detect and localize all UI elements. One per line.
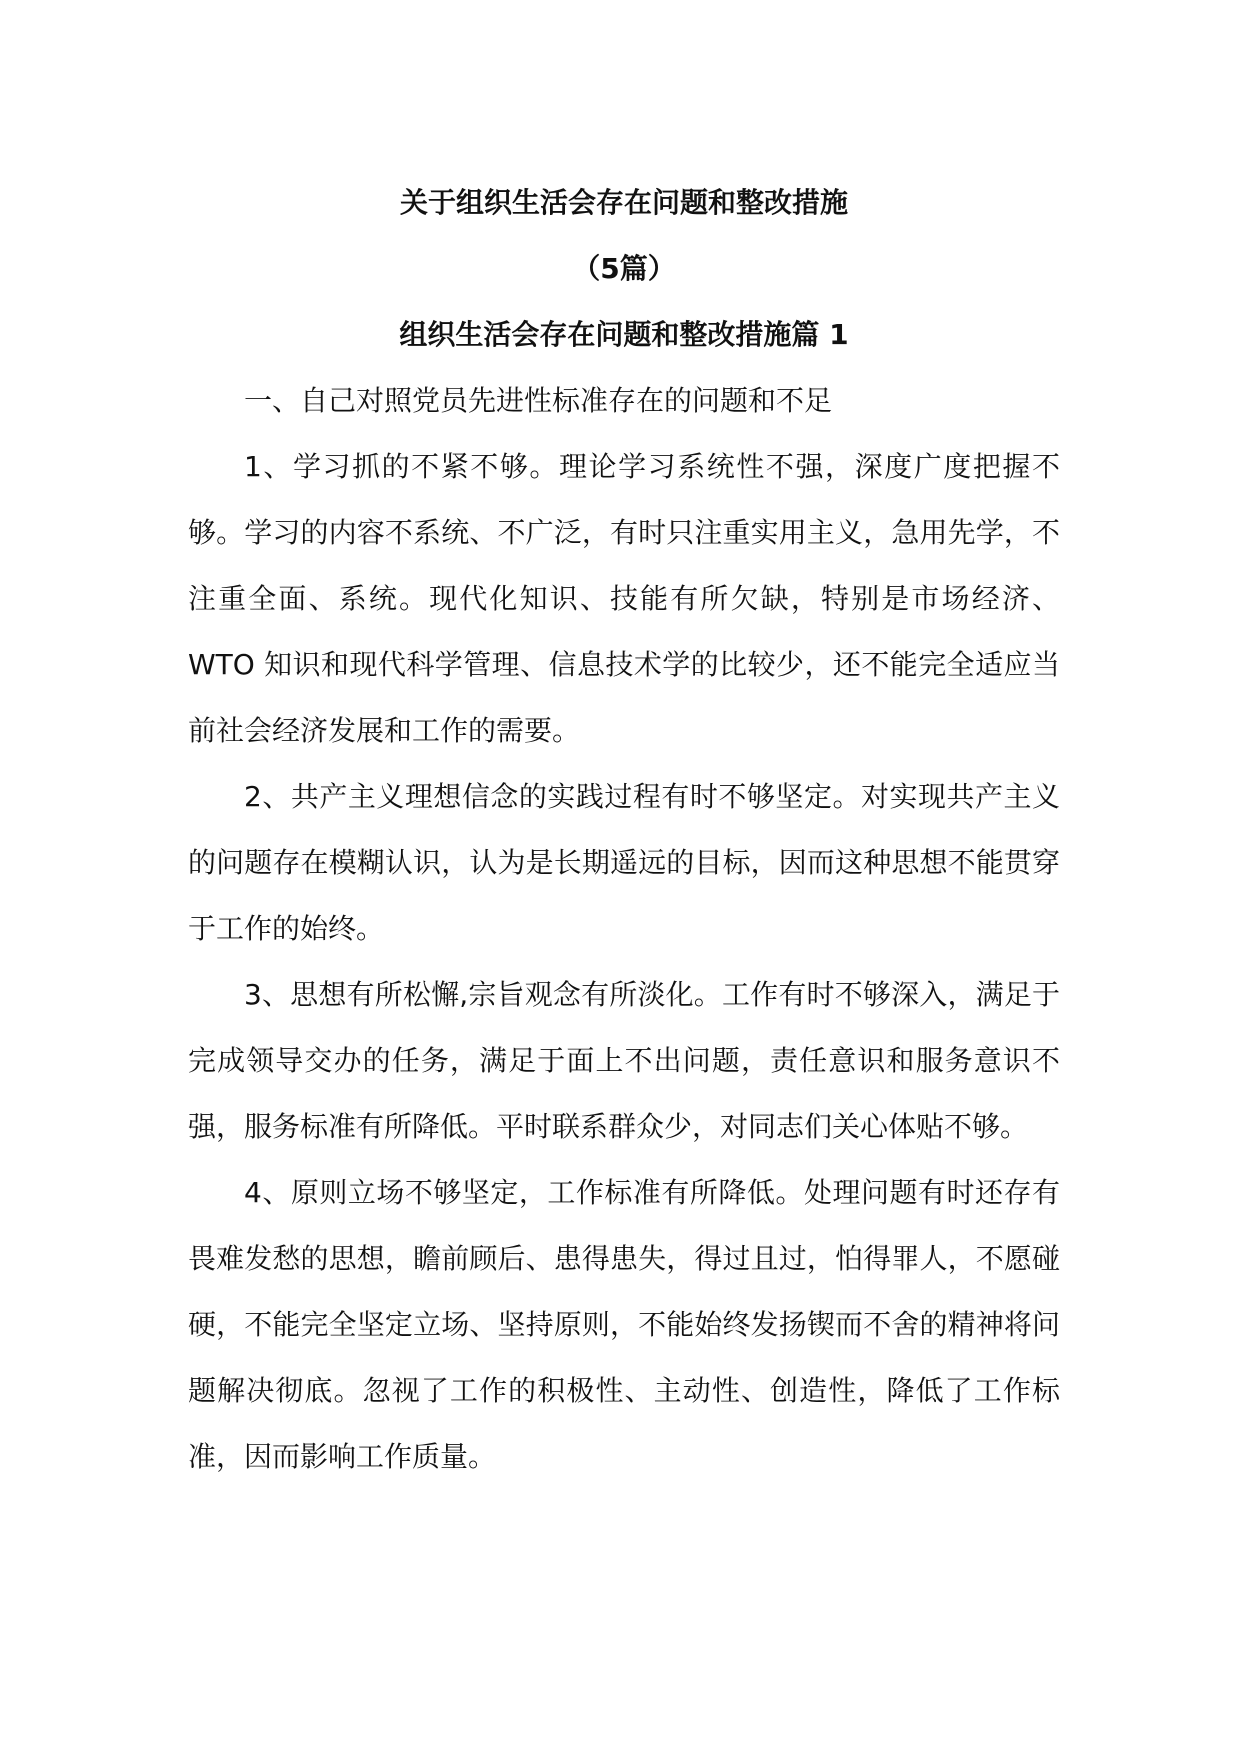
section-heading: 一、自己对照党员先进性标准存在的问题和不足 bbox=[244, 384, 833, 417]
document-title-line1: 关于组织生活会存在问题和整改措施 bbox=[399, 186, 848, 219]
document-title-line2: （5篇） bbox=[572, 252, 676, 285]
document-subtitle: 组织生活会存在问题和整改措施篇 1 bbox=[399, 318, 849, 351]
paragraph-1: 1、学习抓的不紧不够。理论学习系统性不强，深度广度把握不够。学习的内容不系统、不广泛，有时只注重实用主义，急用先学，不注重全面、系统。现代化知识、技能有所欠缺，特别是市场经济、WTO 知识和现代科学管理、信息技术学的比较少，还不能完全适应当前社会经济发展和工作的需要。 bbox=[188, 450, 1060, 747]
paragraph-2: 2、共产主义理想信念的实践过程有时不够坚定。对实现共产主义的问题存在模糊认识，认为是长期遥远的目标，因而这种思想不能贯穿于工作的始终。 bbox=[188, 780, 1060, 945]
paragraph-3: 3、思想有所松懈,宗旨观念有所淡化。工作有时不够深入，满足于完成领导交办的任务，满足于面上不出问题，责任意识和服务意识不强，服务标准有所降低。平时联系群众少，对同志们关心体贴不够。 bbox=[188, 978, 1060, 1143]
document-body bbox=[188, 170, 1060, 1490]
paragraph-4: 4、原则立场不够坚定，工作标准有所降低。处理问题有时还存有畏难发愁的思想，瞻前顾后、患得患失，得过且过，怕得罪人，不愿碰硬，不能完全坚定立场、坚持原则，不能始终发扬锲而不舍的精神将问题解决彻底。忽视了工作的积极性、主动性、创造性，降低了工作标准，因而影响工作质量。 bbox=[188, 1176, 1060, 1473]
